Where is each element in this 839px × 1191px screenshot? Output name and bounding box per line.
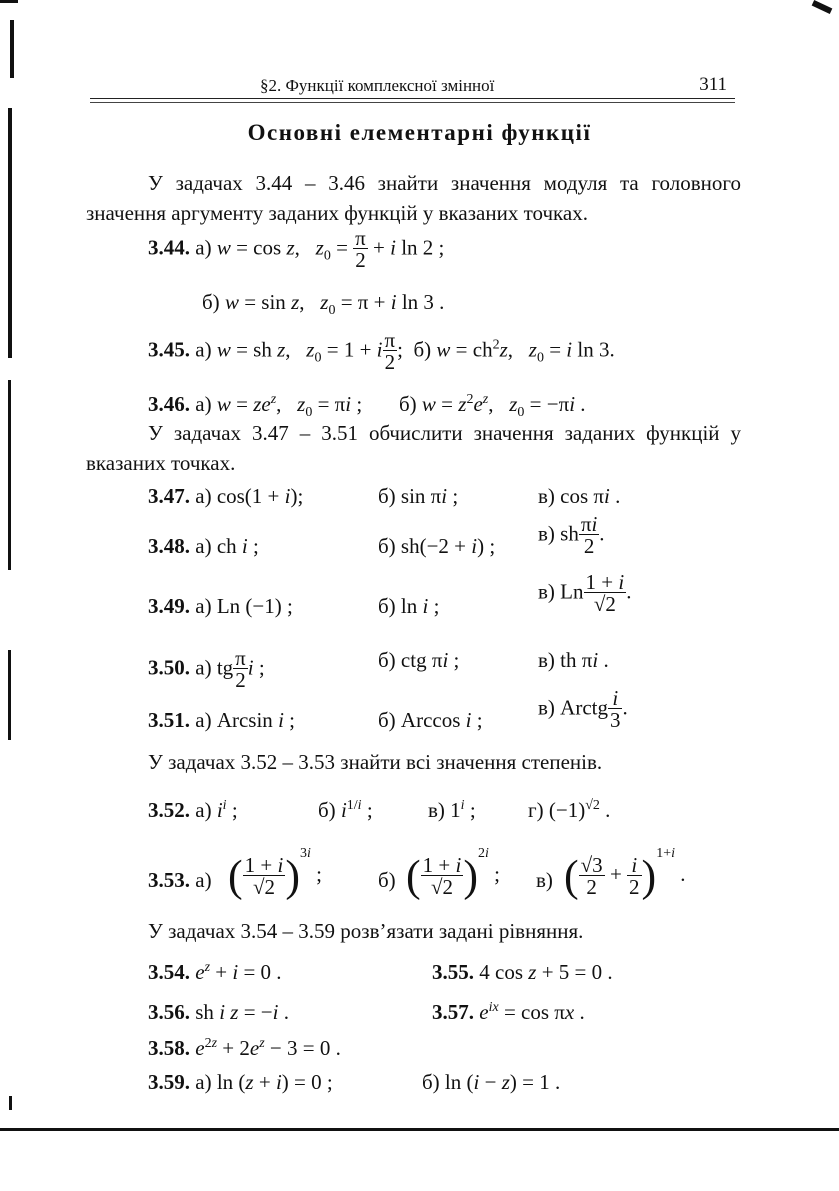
- problem-number: 3.45.: [148, 337, 190, 362]
- fraction: $\frac{i}{2}$: [629, 852, 640, 899]
- problem-3-51: 3.51. а) Arcsin i ; б) Arccos i ; в) Arctg $\frac{i}{3}$ .: [148, 686, 628, 732]
- bottom-rule: [0, 1128, 839, 1131]
- problem-3-52: 3.52. а) $i^i$ ; б) $i^{1/i}$ ; в) 1$^i$ ; г) $(-1)^{√2}$ .: [148, 798, 611, 822]
- problem-3-44b: б) w = sin z, $z_0 = \pi + i$ ln 3 .: [202, 290, 445, 319]
- problem-3-46: 3.46. а) $w = ze^z$, $z_0 = \pi i$ ; б) $w = z^2e^z$, $z_0 = -\pi i$ .: [148, 392, 586, 421]
- scan-margin-mark: [10, 20, 14, 78]
- problem-number: 3.53.: [148, 868, 190, 892]
- problem-number: 3.54.: [148, 960, 190, 984]
- section-title: Основні елементарні функції: [247, 120, 592, 145]
- problem-3-57: 3.57. $e^{ix} = \cos \pi x$ .: [432, 1000, 585, 1024]
- problem-3-49: 3.49. а) Ln (−1) ; б) ln i ; в) Ln $\frac{1 + i}{√2}$ .: [148, 570, 632, 618]
- problem-3-55: 3.55. 4 cos z + 5 = 0 .: [432, 960, 613, 984]
- fraction: $\frac{\pi}{2}$: [355, 226, 366, 272]
- fraction: $\frac{\pi i}{2}$: [580, 512, 598, 558]
- scan-margin-mark: [9, 1096, 12, 1110]
- problem-number: 3.51.: [148, 708, 190, 732]
- header-title: §2. Функції комплексної змінної: [260, 76, 495, 95]
- scan-margin-mark: [0, 0, 18, 3]
- problem-3-56: 3.56. sh i z = −i .: [148, 1000, 289, 1024]
- scan-corner-mark: [812, 0, 833, 14]
- problem-3-48: 3.48. а) ch i ; б) sh(−2 + i) ; в) sh $\frac{\pi i}{2}$ .: [148, 512, 605, 558]
- fraction: $\frac{1 + i}{√2}$: [244, 852, 284, 899]
- fraction: $\frac{\pi}{2}$: [384, 328, 396, 374]
- problem-number: 3.48.: [148, 534, 190, 558]
- fraction: $\frac{1 + i}{√2}$: [422, 852, 462, 899]
- scan-margin-mark: [8, 650, 11, 740]
- problem-number: 3.46.: [148, 392, 190, 416]
- fraction: $\frac{√3}{2}$: [580, 852, 603, 899]
- intro-paragraph-3: У задачах 3.52 – 3.53 знайти всі значення степенів.: [148, 750, 603, 774]
- problem-number: 3.49.: [148, 594, 190, 618]
- fraction: $\frac{1 + i}{√2}$: [585, 570, 625, 616]
- problem-3-58: 3.58. $e^{2z} + 2e^z - 3 = 0$ .: [148, 1036, 341, 1060]
- fraction: $\frac{\pi}{2}$: [235, 646, 246, 692]
- intro-paragraph-2: У задачах 3.47 – 3.51 обчислити значення заданих функцій у вказаних точках.: [86, 421, 741, 475]
- problem-number: 3.50.: [148, 655, 190, 680]
- problem-number: 3.58.: [148, 1036, 190, 1060]
- header-rule: [90, 98, 735, 99]
- problem-number: 3.56.: [148, 1000, 190, 1024]
- problem-3-47: 3.47. а) cos(1 + i); б) sin πi ; в) cos πi .: [148, 484, 621, 508]
- problem-number: 3.55.: [432, 960, 474, 984]
- problem-number: 3.57.: [432, 1000, 474, 1024]
- problem-number: 3.59.: [148, 1070, 190, 1094]
- problem-3-54: 3.54. $e^z + i = 0$ .: [148, 960, 282, 984]
- intro-paragraph-4: У задачах 3.54 – 3.59 розв’язати задані рівняння.: [148, 919, 584, 943]
- problem-3-45: 3.45. а) w = sh z, $z_0 = 1 + i$ $\frac{\pi}{2}$ ; б) $w = ch^2z$, $z_0 = i$ ln 3.: [148, 328, 615, 374]
- running-header: [90, 76, 735, 100]
- page-number: 311: [699, 74, 727, 95]
- problem-3-44a: 3.44. а) w = cos z, $z_0$ = $\frac{\pi}{2}$ + i ln 2 ;: [148, 226, 445, 272]
- problem-number: 3.52.: [148, 798, 190, 822]
- problem-3-59: 3.59. а) ln (z + i) = 0 ; б) ln (i − z) = 1 .: [148, 1070, 561, 1094]
- problem-number: 3.47.: [148, 484, 190, 508]
- intro-paragraph-1: У задачах 3.44 – 3.46 знайти значення модуля та головного значення аргументу заданих функцій у вказаних точках.: [86, 171, 741, 225]
- fraction: $\frac{i}{3}$: [609, 686, 621, 732]
- header-rule-thin: [90, 102, 735, 103]
- scan-margin-mark: [8, 380, 11, 570]
- problem-3-50: 3.50. а) tg $\frac{\pi}{2}$ i ; б) ctg πi ; в) th πi .: [148, 646, 609, 692]
- problem-number: 3.44.: [148, 235, 190, 260]
